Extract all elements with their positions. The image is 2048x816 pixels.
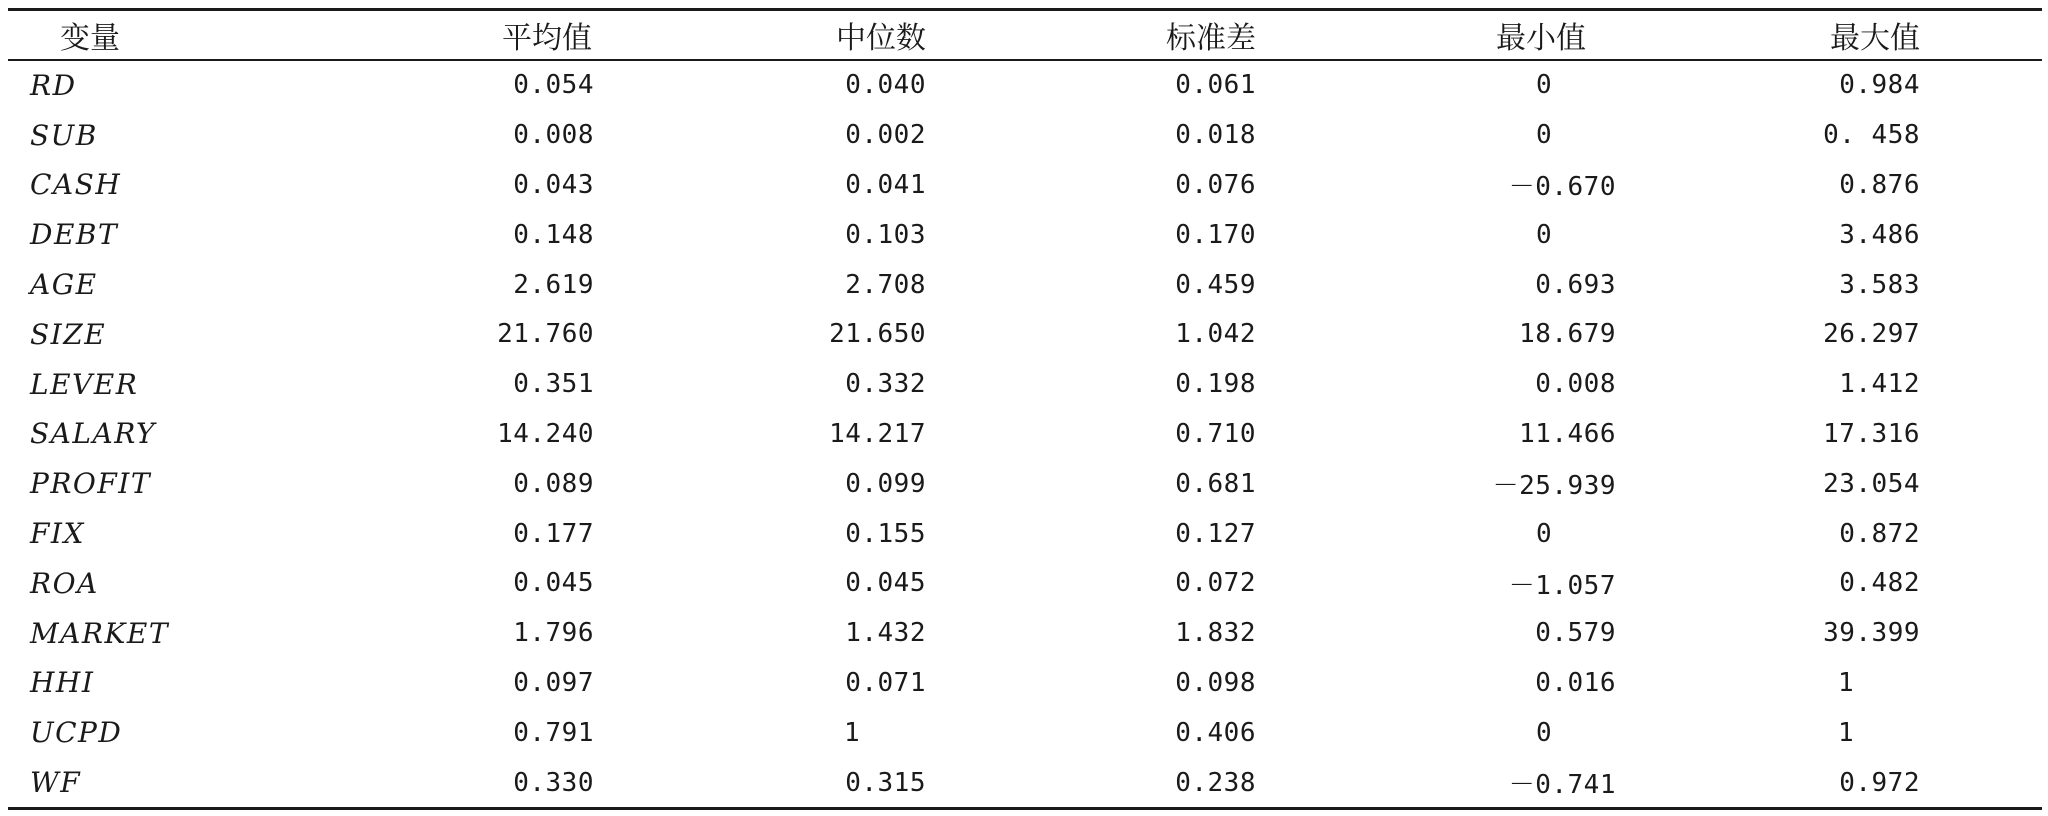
statistics-table [8,8,2042,810]
min-cell: 0.579 [1535,618,1616,649]
header-median: 中位数 [836,21,926,56]
min-cell: －0.741 [1508,770,1616,801]
min-cell: 0 [1536,70,1553,101]
variable-name-cell: DEBT [30,218,119,252]
std-dev-cell: 0.076 [1175,169,1256,200]
max-cell: 0. 458 [1823,120,1920,151]
variable-name-cell: SUB [30,118,98,152]
variable-name-cell: WF [30,766,82,800]
mean-cell: 0.791 [513,717,594,748]
max-cell: 0.876 [1839,169,1920,200]
table-row [8,658,2042,708]
max-cell: 0.482 [1839,568,1920,599]
median-cell: 0.045 [845,568,926,599]
mean-cell: 0.045 [513,568,594,599]
median-cell: 0.099 [845,468,926,499]
variable-name-cell: AGE [30,268,98,302]
mean-cell: 14.240 [497,418,594,449]
std-dev-cell: 0.061 [1175,70,1256,101]
min-cell: 0 [1536,717,1553,748]
table-bottom-rule [8,807,2042,810]
median-cell: 0.041 [845,169,926,200]
max-cell: 3.583 [1839,269,1920,300]
median-cell: 21.650 [829,319,926,350]
variable-name-cell: FIX [30,517,85,551]
table-row [8,61,2042,111]
mean-cell: 0.089 [513,468,594,499]
variable-name-cell: CASH [30,168,122,202]
min-cell: －0.670 [1508,172,1616,203]
std-dev-cell: 0.072 [1175,568,1256,599]
table-body [8,61,2042,808]
std-dev-cell: 0.170 [1175,219,1256,250]
table-row [8,758,2042,808]
max-cell: 26.297 [1823,319,1920,350]
table-row [8,708,2042,758]
table-row [8,608,2042,658]
mean-cell: 0.177 [513,518,594,549]
variable-name-cell: SIZE [30,317,107,351]
variable-name-cell: PROFIT [30,467,152,501]
variable-name-cell: ROA [30,566,99,600]
std-dev-cell: 1.042 [1175,319,1256,350]
std-dev-cell: 0.198 [1175,369,1256,400]
header-max: 最大值 [1830,21,1920,56]
header-std-dev: 标准差 [1166,21,1256,56]
variable-name-cell: RD [30,68,77,102]
std-dev-cell: 0.406 [1175,717,1256,748]
median-cell: 2.708 [845,269,926,300]
table-row [8,359,2042,409]
median-cell: 0.103 [845,219,926,250]
std-dev-cell: 0.018 [1175,120,1256,151]
max-cell: 0.972 [1839,767,1920,798]
variable-name-cell: MARKET [30,616,170,650]
mean-cell: 0.351 [513,369,594,400]
median-cell: 1 [844,717,861,748]
max-cell: 39.399 [1823,618,1920,649]
median-cell: 14.217 [829,418,926,449]
variable-name-cell: HHI [30,666,95,700]
max-cell: 0.872 [1839,518,1920,549]
std-dev-cell: 0.238 [1175,767,1256,798]
mean-cell: 0.008 [513,120,594,151]
median-cell: 0.332 [845,369,926,400]
mean-cell: 0.330 [513,767,594,798]
table-row [8,558,2042,608]
max-cell: 1.412 [1839,369,1920,400]
header-min: 最小值 [1496,21,1586,56]
std-dev-cell: 0.098 [1175,667,1256,698]
variable-name-cell: UCPD [30,716,123,750]
table-header-row [8,11,2042,59]
min-cell: 0.016 [1535,667,1616,698]
table-row [8,160,2042,210]
median-cell: 0.040 [845,70,926,101]
median-cell: 0.315 [845,767,926,798]
header-variable: 变量 [60,21,120,56]
mean-cell: 0.148 [513,219,594,250]
median-cell: 1.432 [845,618,926,649]
min-cell: 0.008 [1535,369,1616,400]
variable-name-cell: LEVER [30,367,139,401]
max-cell: 0.984 [1839,70,1920,101]
min-cell: 0 [1536,120,1553,151]
table-row [8,409,2042,459]
mean-cell: 0.097 [513,667,594,698]
header-mean: 平均值 [502,21,592,56]
min-cell: 0.693 [1535,269,1616,300]
max-cell: 17.316 [1823,418,1920,449]
max-cell: 1 [1838,717,1855,748]
table-row [8,309,2042,359]
median-cell: 0.002 [845,120,926,151]
std-dev-cell: 0.127 [1175,518,1256,549]
variable-name-cell: SALARY [30,417,156,451]
std-dev-cell: 0.681 [1175,468,1256,499]
min-cell: 11.466 [1519,418,1616,449]
table-row [8,210,2042,260]
table-row [8,260,2042,310]
min-cell: －25.939 [1492,471,1616,502]
std-dev-cell: 0.710 [1175,418,1256,449]
max-cell: 23.054 [1823,468,1920,499]
mean-cell: 1.796 [513,618,594,649]
mean-cell: 0.054 [513,70,594,101]
max-cell: 3.486 [1839,219,1920,250]
mean-cell: 21.760 [497,319,594,350]
mean-cell: 2.619 [513,269,594,300]
table-row [8,509,2042,559]
max-cell: 1 [1838,667,1855,698]
min-cell: 0 [1536,219,1553,250]
std-dev-cell: 1.832 [1175,618,1256,649]
min-cell: 0 [1536,518,1553,549]
min-cell: 18.679 [1519,319,1616,350]
table-row [8,110,2042,160]
median-cell: 0.155 [845,518,926,549]
median-cell: 0.071 [845,667,926,698]
std-dev-cell: 0.459 [1175,269,1256,300]
mean-cell: 0.043 [513,169,594,200]
table-row [8,459,2042,509]
min-cell: －1.057 [1508,570,1616,601]
